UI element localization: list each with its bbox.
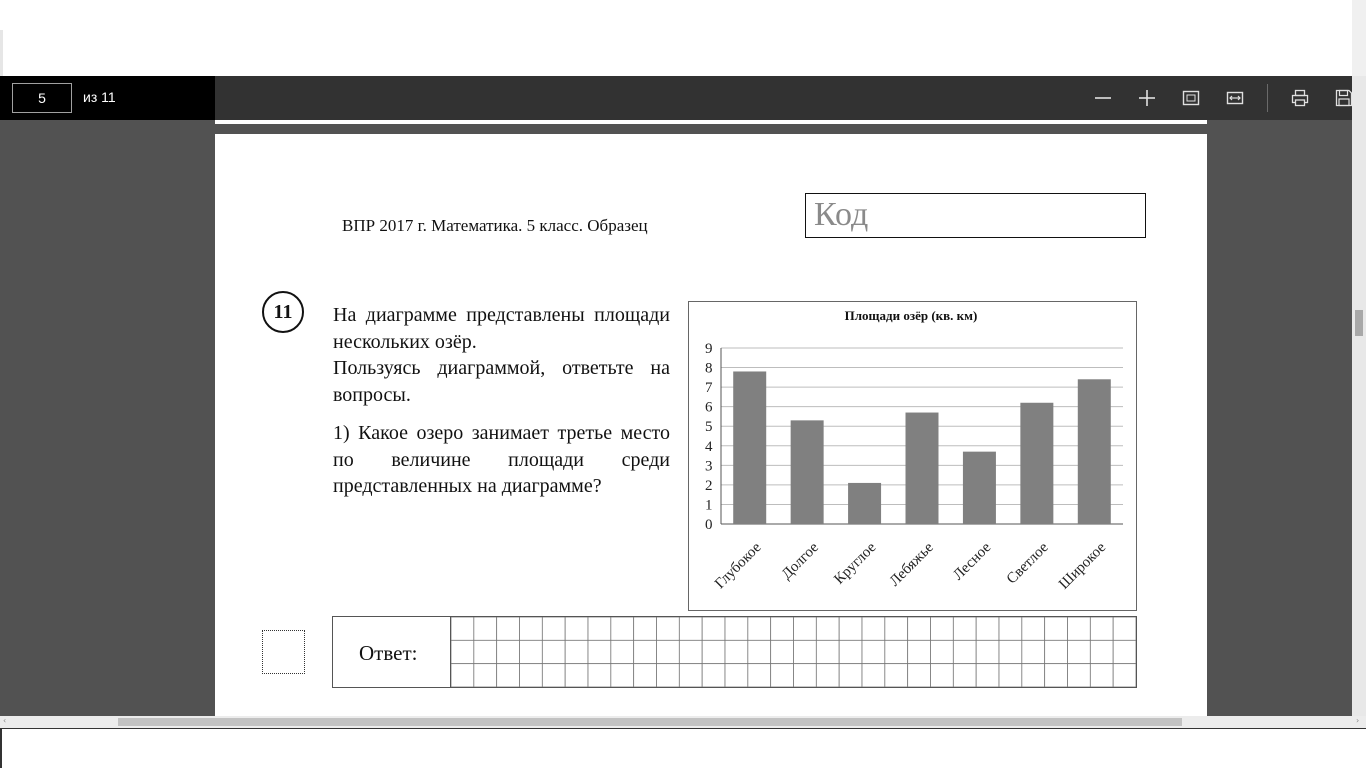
answer-cell[interactable] (771, 617, 794, 640)
answer-cell[interactable] (474, 617, 497, 640)
answer-cell[interactable] (679, 640, 702, 663)
answer-cell[interactable] (862, 664, 885, 687)
scroll-right-icon[interactable]: › (1356, 716, 1360, 725)
document-page (215, 120, 1207, 716)
y-tick-label: 2 (705, 477, 713, 494)
code-label: Код (814, 196, 869, 233)
x-tick-label: Глубокое (711, 539, 765, 593)
answer-cell[interactable] (794, 617, 817, 640)
toolbar-separator (1267, 84, 1268, 112)
answer-cell[interactable] (976, 617, 999, 640)
zoom-out-button[interactable] (1091, 86, 1115, 110)
answer-cell[interactable] (999, 664, 1022, 687)
y-tick-label: 3 (705, 458, 713, 475)
answer-cell[interactable] (816, 640, 839, 663)
window-edge (0, 30, 3, 76)
answer-cell[interactable] (1068, 664, 1091, 687)
answer-cell[interactable] (497, 640, 520, 663)
answer-cell[interactable] (885, 664, 908, 687)
answer-cell[interactable] (748, 664, 771, 687)
y-tick-label: 6 (705, 399, 713, 416)
x-tick-label: Круглое (831, 539, 880, 588)
answer-cell[interactable] (702, 664, 725, 687)
answer-cell[interactable] (679, 664, 702, 687)
answer-cell[interactable] (611, 664, 634, 687)
x-tick-label: Широкое (1056, 539, 1110, 593)
answer-cell[interactable] (520, 617, 543, 640)
y-tick-label: 9 (705, 341, 713, 357)
answer-cell[interactable] (794, 640, 817, 663)
answer-cell[interactable] (839, 640, 862, 663)
answer-cell[interactable] (862, 640, 885, 663)
chart-bar (848, 483, 881, 524)
answer-cell[interactable] (657, 617, 680, 640)
answer-cell[interactable] (953, 664, 976, 687)
answer-cell[interactable] (1068, 640, 1091, 663)
answer-cell[interactable] (725, 640, 748, 663)
answer-cell[interactable] (725, 617, 748, 640)
answer-cell[interactable] (976, 640, 999, 663)
answer-cell[interactable] (999, 640, 1022, 663)
answer-cell[interactable] (839, 617, 862, 640)
answer-label: Ответ: (359, 641, 418, 665)
answer-cell[interactable] (451, 617, 474, 640)
answer-cell[interactable] (1090, 617, 1113, 640)
answer-cell[interactable] (748, 617, 771, 640)
question-text-task: 1) Какое озеро занимает третье место по величине площади среди представленных на диаграмме? (333, 422, 670, 497)
score-box (262, 630, 305, 674)
fit-page-button[interactable] (1179, 86, 1203, 110)
window-edge-right (1352, 0, 1366, 76)
answer-cell[interactable] (725, 664, 748, 687)
answer-cell[interactable] (1045, 640, 1068, 663)
top-window-area (0, 0, 1366, 76)
answer-cell[interactable] (794, 664, 817, 687)
horizontal-scrollbar[interactable] (0, 716, 1366, 728)
page-number-input[interactable]: 5 (12, 83, 72, 113)
answer-cell[interactable] (657, 664, 680, 687)
answer-cell[interactable] (862, 617, 885, 640)
print-button[interactable] (1288, 86, 1312, 110)
answer-cell[interactable] (771, 640, 794, 663)
viewer-toolbar (0, 76, 1352, 120)
answer-cell[interactable] (953, 617, 976, 640)
answer-cell[interactable] (976, 664, 999, 687)
chart-x-axis (712, 539, 1109, 592)
answer-cell[interactable] (1090, 640, 1113, 663)
fit-width-icon (1226, 89, 1244, 107)
answer-cell[interactable] (565, 617, 588, 640)
zoom-in-icon (1138, 89, 1156, 107)
answer-cell[interactable] (1022, 617, 1045, 640)
answer-cell[interactable] (908, 640, 931, 663)
answer-cell[interactable] (1090, 664, 1113, 687)
answer-cell[interactable] (908, 617, 931, 640)
question-text-intro: На диаграмме представлены площади нескольких озёр. (333, 304, 670, 353)
answer-cell[interactable] (451, 664, 474, 687)
answer-cell[interactable] (474, 664, 497, 687)
fit-width-button[interactable] (1223, 86, 1247, 110)
horizontal-scroll-thumb[interactable] (118, 718, 1182, 726)
answer-cell[interactable] (611, 617, 634, 640)
chart-bar (791, 420, 824, 524)
answer-cell[interactable] (520, 640, 543, 663)
answer-cell[interactable] (679, 617, 702, 640)
answer-cell[interactable] (1022, 664, 1045, 687)
answer-cell[interactable] (657, 640, 680, 663)
answer-cell[interactable] (474, 640, 497, 663)
answer-cell[interactable] (885, 617, 908, 640)
x-tick-label: Лебяжье (886, 539, 937, 590)
print-icon (1291, 89, 1309, 107)
pdf-viewer (0, 76, 1352, 716)
chart-bars (733, 371, 1111, 524)
bottom-window-area (0, 728, 1366, 768)
answer-cell[interactable] (520, 664, 543, 687)
answer-cell[interactable] (816, 664, 839, 687)
chart-bar (1078, 379, 1111, 524)
answer-cell[interactable] (931, 640, 954, 663)
x-tick-label: Долгое (778, 539, 822, 583)
scroll-left-icon[interactable]: ‹ (3, 716, 7, 725)
answer-cell[interactable] (1045, 617, 1068, 640)
answer-box (332, 616, 1137, 688)
y-tick-label: 5 (705, 419, 713, 436)
answer-cell[interactable] (497, 664, 520, 687)
page-count: из 11 (83, 89, 116, 105)
answer-cell[interactable] (931, 664, 954, 687)
answer-cell[interactable] (908, 664, 931, 687)
y-tick-label: 7 (705, 380, 713, 397)
zoom-in-button[interactable] (1135, 86, 1159, 110)
x-tick-label: Лесное (950, 539, 995, 584)
answer-cell[interactable] (771, 664, 794, 687)
chart-bar (906, 413, 939, 524)
page-separator (215, 120, 1207, 134)
answer-cell[interactable] (542, 617, 565, 640)
y-tick-label: 8 (705, 360, 713, 377)
chart-title: Площади озёр (кв. км) (844, 308, 978, 323)
answer-cell[interactable] (931, 617, 954, 640)
answer-cell[interactable] (588, 617, 611, 640)
answer-cell[interactable] (634, 617, 657, 640)
question-text-instruction: Пользуясь диаграммой, ответьте на вопросы. (333, 357, 670, 406)
answer-cell[interactable] (702, 640, 725, 663)
answer-cell[interactable] (611, 640, 634, 663)
save-icon (1335, 89, 1352, 107)
document-header: ВПР 2017 г. Математика. 5 класс. Образец (342, 216, 648, 235)
chart-bar (1020, 403, 1053, 524)
answer-cell[interactable] (634, 664, 657, 687)
answer-cell[interactable] (748, 640, 771, 663)
answer-grid[interactable] (451, 617, 1136, 687)
answer-cell[interactable] (1113, 664, 1136, 687)
y-tick-label: 0 (705, 517, 713, 533)
answer-cell[interactable] (953, 640, 976, 663)
vertical-scroll-thumb[interactable] (1355, 310, 1363, 336)
chart-bar (733, 371, 766, 524)
save-button[interactable] (1332, 86, 1352, 110)
answer-cell[interactable] (1045, 664, 1068, 687)
answer-cell[interactable] (1113, 617, 1136, 640)
vertical-scrollbar[interactable] (1352, 76, 1366, 716)
chart-canvas (689, 302, 1136, 610)
answer-cell[interactable] (634, 640, 657, 663)
answer-cell[interactable] (839, 664, 862, 687)
answer-cell[interactable] (816, 617, 839, 640)
answer-cell[interactable] (885, 640, 908, 663)
answer-cell[interactable] (588, 664, 611, 687)
question-number: 11 (262, 291, 304, 333)
answer-cell[interactable] (565, 664, 588, 687)
answer-cell[interactable] (588, 640, 611, 663)
answer-cell[interactable] (1113, 640, 1136, 663)
bar-chart (688, 301, 1137, 611)
zoom-out-icon (1094, 89, 1112, 107)
y-tick-label: 4 (705, 438, 713, 455)
fit-page-icon (1182, 89, 1200, 107)
chart-bar (963, 452, 996, 524)
answer-cell[interactable] (565, 640, 588, 663)
code-box (805, 193, 1146, 238)
answer-cell[interactable] (1022, 640, 1045, 663)
answer-cell[interactable] (497, 617, 520, 640)
answer-cell[interactable] (542, 664, 565, 687)
x-tick-label: Светлое (1003, 539, 1052, 588)
answer-cell[interactable] (702, 617, 725, 640)
chart-y-axis (705, 341, 721, 533)
page-navigation (0, 76, 215, 120)
y-tick-label: 1 (705, 497, 713, 514)
answer-cell[interactable] (999, 617, 1022, 640)
answer-cell[interactable] (451, 640, 474, 663)
answer-cell[interactable] (1068, 617, 1091, 640)
answer-cell[interactable] (542, 640, 565, 663)
